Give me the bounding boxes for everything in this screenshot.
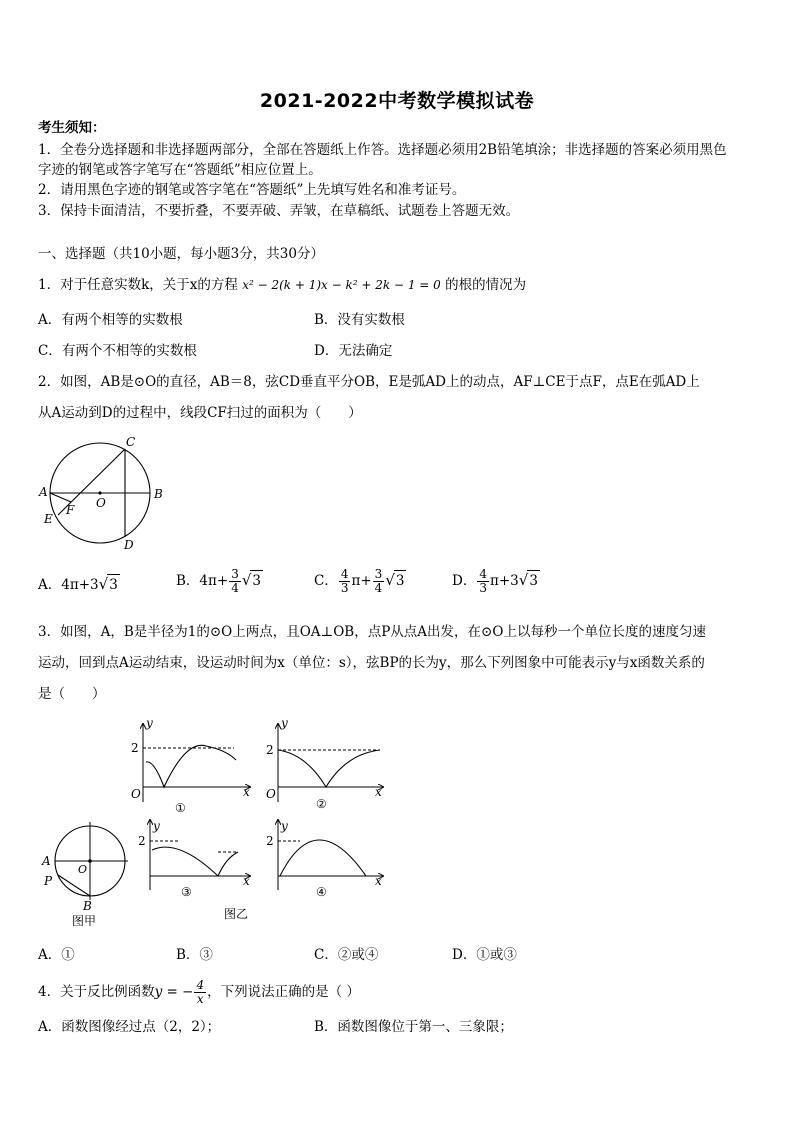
graph4-x-label: x: [375, 874, 382, 888]
graph2-number: ②: [316, 797, 327, 811]
q2-option-a-label: A．4π+3: [38, 577, 99, 593]
figa-label-b: B: [83, 899, 92, 913]
graph3-curve: [152, 847, 238, 876]
notice-heading: 考生须知：: [38, 120, 106, 136]
graph3-y-label: y: [153, 819, 160, 833]
q2-option-d-root: 3: [527, 570, 540, 591]
graph1-x-label: x: [243, 785, 250, 799]
graph1-origin-label: O: [131, 787, 141, 801]
q2-option-b-root: 3: [250, 570, 263, 591]
section-heading: 一、选择题（共10小题，每小题3分，共30分）: [38, 246, 324, 262]
notice-item-3: 3．保持卡面清洁，不要折叠，不要弄破、弄皱，在草稿纸、试题卷上答题无效。: [38, 203, 520, 219]
q4-suffix: ，下列说法正确的是（ ）: [207, 984, 360, 1000]
q2-segment-af: [50, 493, 71, 502]
graph1-curve: [146, 745, 236, 787]
figa-label-a: A: [42, 854, 51, 868]
q3-line-2: 运动，回到点A运动结束，设运动时间为x（单位：s），弦BP的长为y，那么下列图象中可能表示y与x函数关系的: [38, 655, 705, 671]
q2-option-b-den: 4: [231, 581, 239, 595]
q3-figure-a: [41, 822, 128, 928]
q2-option-c-mid: π+: [351, 573, 372, 589]
q2-option-a[interactable]: A．4π+3√3: [38, 575, 118, 593]
graph2-tick-2: 2: [266, 743, 274, 757]
figa-label-o: O: [78, 863, 88, 876]
q2-option-a-root: 3: [107, 574, 120, 595]
q2-option-c-root: 3: [394, 570, 407, 591]
question-1: [38, 275, 760, 295]
q1-option-d[interactable]: D．无法确定: [314, 343, 393, 359]
q4-function-den: x: [196, 992, 204, 1006]
figa-caption: 图甲: [72, 914, 97, 928]
q4-option-a[interactable]: A．函数图像经过点（2，2）；: [38, 1019, 221, 1035]
q2-option-c-num1: 4: [340, 567, 349, 581]
q4-option-b[interactable]: B．函数图像位于第一、三象限；: [314, 1019, 513, 1035]
q1-option-a[interactable]: A．有两个相等的实数根: [38, 312, 183, 328]
notice-item-2: 2．请用黑色字迹的钢笔或答字笔在“答题纸”上先填写姓名和准考证号。: [38, 182, 466, 198]
graph2-curve: [278, 750, 380, 787]
q2-option-b-label: B．4π+: [176, 573, 229, 589]
graph2-x-label: x: [375, 785, 382, 799]
q1-option-c[interactable]: C．有两个不相等的实数根: [38, 343, 197, 359]
question-4: [38, 976, 760, 1008]
graph4-curve: [280, 840, 366, 876]
q2-option-d-label: D．: [452, 573, 477, 589]
q2-label-f: F: [66, 503, 75, 517]
q2-label-d: D: [124, 538, 134, 552]
notice-item-1: 1．全卷分选择题和非选择题两部分，全部在答题纸上作答。选择题必须用2B铅笔填涂；非选择题的答案必须用黑色: [38, 142, 727, 158]
graph4-y-label: y: [281, 819, 288, 833]
q2-line-1: 2．如图，AB是⊙O的直径，AB＝8，弦CD垂直平分OB，E是弧AD上的动点，AF⊥CE于点F，点E在弧AD上: [38, 374, 700, 390]
q4-function-left: y = −: [154, 984, 194, 1000]
q2-center-dot: [98, 491, 101, 494]
graph3-tick-2: 2: [138, 834, 146, 848]
q2-line-2: 从A运动到D的过程中，线段CF扫过的面积为（ ）: [38, 405, 362, 421]
q1-suffix: 的根的情况为: [445, 277, 527, 293]
q2-label-a: A: [39, 485, 48, 499]
q2-label-o: O: [96, 496, 106, 510]
q2-option-d[interactable]: D． $\frac{4}{3}$ π+3√3: [452, 567, 538, 595]
q1-option-b[interactable]: B．没有实数根: [314, 312, 405, 328]
figa-center-dot: [88, 859, 92, 863]
q2-label-e: E: [44, 512, 53, 526]
q3-line-1: 3．如图，A，B是半径为1的⊙O上两点，且OA⊥OB，点P从点A出发，在⊙O上以每秒一个单位长度的速度匀速: [38, 624, 706, 640]
q2-option-d-num: 4: [479, 567, 487, 581]
q3-graph-1: [131, 716, 250, 815]
q3-option-c[interactable]: C．②或④: [314, 947, 379, 963]
figa-label-p: P: [44, 874, 53, 888]
graph4-tick-2: 2: [266, 834, 274, 848]
page-title: 2021-2022中考数学模拟试卷: [259, 90, 535, 112]
graph4-number: ④: [316, 885, 327, 899]
q4-function-num: 4: [196, 978, 205, 992]
q3-graph-3: [138, 819, 250, 899]
graph1-number: ①: [175, 801, 186, 815]
q2-option-c-num2: 3: [374, 567, 383, 581]
q2-option-c-label: C．: [314, 573, 338, 589]
q3-graphs-figure: [38, 712, 388, 932]
q3-graph-2: [266, 716, 383, 811]
q2-option-b[interactable]: B．4π+ $\frac{3}{4}$ √3: [176, 567, 261, 595]
q2-option-c[interactable]: C． $\frac{4}{3}$ π+ $\frac{3}{4}$ √3: [314, 567, 405, 595]
q2-option-c-den2: 4: [374, 581, 383, 595]
q2-option-c-den1: 3: [340, 581, 349, 595]
q1-prefix: 1．对于任意实数k，关于x的方程: [38, 277, 238, 293]
q1-equation: x² − 2(k + 1)x − k² + 2k − 1 = 0: [242, 278, 441, 292]
figb-caption: 图乙: [224, 907, 249, 921]
q2-option-d-den: 3: [479, 581, 487, 595]
q2-label-c: C: [126, 435, 136, 449]
q3-option-a[interactable]: A．①: [38, 947, 75, 963]
graph2-origin-label: O: [266, 787, 276, 801]
graph1-tick-2: 2: [131, 741, 139, 755]
q3-option-b[interactable]: B．③: [176, 947, 213, 963]
q2-circle-figure: [38, 432, 168, 554]
q3-option-d[interactable]: D．①或③: [452, 947, 517, 963]
graph3-number: ③: [181, 885, 192, 899]
q3-graph-4: [266, 819, 383, 899]
q2-label-b: B: [154, 487, 163, 501]
q2-option-d-mid: π+3: [489, 573, 519, 589]
graph2-y-label: y: [281, 716, 288, 730]
graph3-x-label: x: [243, 874, 250, 888]
q3-line-3: 是（ ）: [38, 686, 106, 702]
q4-prefix: 4．关于反比例函数: [38, 984, 155, 1000]
graph1-y-label: y: [146, 716, 153, 730]
figa-chord-bp: [58, 875, 90, 896]
notice-item-1-cont: 字迹的钢笔或答字笔写在“答题纸”相应位置上。: [38, 162, 322, 178]
q2-option-b-num: 3: [231, 567, 239, 581]
